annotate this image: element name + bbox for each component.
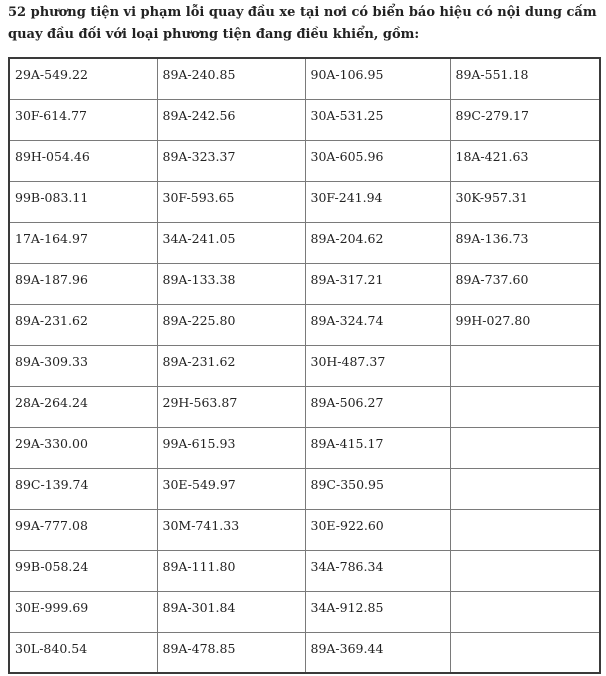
plate-cell bbox=[9, 100, 157, 141]
plate-cell bbox=[450, 223, 600, 264]
plate-cell bbox=[9, 305, 157, 346]
plate-number: 99A-777.08 bbox=[15, 518, 88, 533]
plate-cell bbox=[9, 387, 157, 428]
plate-cell bbox=[305, 346, 450, 387]
plate-number: 30M-741.33 bbox=[162, 518, 240, 533]
plate-number bbox=[456, 387, 600, 396]
plate-number: 30H-487.37 bbox=[310, 354, 386, 369]
plate-cell bbox=[157, 100, 305, 141]
plate-number: 34A-241.05 bbox=[162, 231, 236, 246]
plate-number: 89H-054.46 bbox=[15, 149, 90, 164]
table-row bbox=[9, 100, 600, 141]
plate-number: 89A-317.21 bbox=[310, 272, 384, 287]
plate-number: 89A-111.80 bbox=[162, 559, 236, 574]
plate-cell bbox=[450, 510, 600, 551]
plate-cell bbox=[450, 264, 600, 305]
plate-cell bbox=[9, 58, 157, 100]
plate-cell bbox=[157, 633, 305, 674]
table-row bbox=[9, 264, 600, 305]
plate-cell bbox=[305, 100, 450, 141]
plate-number: 28A-264.24 bbox=[15, 395, 88, 410]
plate-number: 34A-786.34 bbox=[310, 559, 384, 574]
plate-number bbox=[456, 428, 600, 437]
plate-cell bbox=[157, 182, 305, 223]
plate-number: 89A-240.85 bbox=[162, 67, 236, 82]
plate-number: 89C-350.95 bbox=[310, 477, 384, 492]
plate-number: 89A-324.74 bbox=[310, 313, 384, 328]
plate-number: 89C-279.17 bbox=[455, 108, 529, 123]
plate-cell bbox=[305, 58, 450, 100]
table-row bbox=[9, 510, 600, 551]
plate-cell bbox=[157, 223, 305, 264]
plate-number bbox=[456, 510, 600, 519]
plate-cell bbox=[305, 387, 450, 428]
plate-cell bbox=[9, 346, 157, 387]
plate-cell bbox=[157, 469, 305, 510]
plate-cell bbox=[157, 58, 305, 100]
plate-number: 89A-187.96 bbox=[15, 272, 88, 287]
table-row bbox=[9, 346, 600, 387]
plate-cell bbox=[9, 551, 157, 592]
plate-number: 89A-204.62 bbox=[310, 231, 384, 246]
plate-cell bbox=[450, 387, 600, 428]
plate-cell bbox=[450, 58, 600, 100]
intro-paragraph: 52 phương tiện vi phạm lỗi quay đầu xe tại nơi có biển báo hiệu có nội dung cấm quay đầu đối với loại phương tiện đang điều khiển, gồm: bbox=[8, 5, 597, 42]
plate-number: 30L-840.54 bbox=[15, 641, 88, 656]
plate-number: 89A-737.60 bbox=[455, 272, 529, 287]
plate-cell bbox=[305, 305, 450, 346]
table-row bbox=[9, 469, 600, 510]
plate-cell bbox=[450, 469, 600, 510]
plate-number: 30A-605.96 bbox=[310, 149, 384, 164]
plate-number bbox=[456, 551, 600, 560]
plate-number: 99A-615.93 bbox=[162, 436, 236, 451]
plate-cell bbox=[9, 469, 157, 510]
plate-number: 89A-551.18 bbox=[455, 67, 529, 82]
plate-cell bbox=[157, 428, 305, 469]
plate-cell bbox=[450, 633, 600, 674]
plate-cell bbox=[157, 551, 305, 592]
plate-cell bbox=[305, 428, 450, 469]
plate-number bbox=[456, 469, 600, 478]
plate-cell bbox=[9, 264, 157, 305]
plate-cell bbox=[9, 592, 157, 633]
plate-number: 30F-614.77 bbox=[15, 108, 87, 123]
plate-number: 29H-563.87 bbox=[162, 395, 238, 410]
plate-cell bbox=[9, 141, 157, 182]
plate-cell bbox=[157, 141, 305, 182]
plate-number bbox=[456, 592, 600, 601]
table-row bbox=[9, 182, 600, 223]
plate-cell bbox=[305, 223, 450, 264]
plate-number: 29A-330.00 bbox=[15, 436, 88, 451]
plate-number: 30F-593.65 bbox=[162, 190, 235, 205]
plate-number: 34A-912.85 bbox=[310, 600, 384, 615]
plate-number: 89A-231.62 bbox=[162, 354, 236, 369]
plate-number: 89A-136.73 bbox=[455, 231, 529, 246]
plate-number: 18A-421.63 bbox=[455, 149, 529, 164]
plate-number: 99B-083.11 bbox=[15, 190, 89, 205]
plate-cell bbox=[9, 223, 157, 264]
table-row bbox=[9, 305, 600, 346]
plate-number bbox=[456, 346, 600, 355]
plate-number: 99H-027.80 bbox=[455, 313, 531, 328]
plate-number: 89A-369.44 bbox=[310, 641, 384, 656]
plate-number: 17A-164.97 bbox=[15, 231, 88, 246]
table-row bbox=[9, 223, 600, 264]
plate-cell bbox=[305, 633, 450, 674]
plate-cell bbox=[305, 141, 450, 182]
plate-cell bbox=[450, 592, 600, 633]
plate-number: 89A-231.62 bbox=[15, 313, 88, 328]
plate-cell bbox=[157, 387, 305, 428]
plate-number: 30E-922.60 bbox=[310, 518, 384, 533]
plate-cell bbox=[450, 346, 600, 387]
plate-cell bbox=[305, 551, 450, 592]
plate-number: 30E-999.69 bbox=[15, 600, 89, 615]
plate-number: 99B-058.24 bbox=[15, 559, 89, 574]
plate-cell bbox=[450, 551, 600, 592]
plate-number: 89A-415.17 bbox=[310, 436, 384, 451]
plate-cell bbox=[450, 182, 600, 223]
table-row bbox=[9, 58, 600, 100]
plate-number: 30E-549.97 bbox=[162, 477, 236, 492]
plate-cell bbox=[157, 510, 305, 551]
plate-number bbox=[456, 633, 600, 642]
plate-cell bbox=[9, 182, 157, 223]
plate-cell bbox=[450, 428, 600, 469]
plate-cell bbox=[157, 346, 305, 387]
plate-number: 89A-478.85 bbox=[162, 641, 236, 656]
plate-number: 89A-301.84 bbox=[162, 600, 236, 615]
plate-number: 29A-549.22 bbox=[15, 67, 88, 82]
plate-number: 90A-106.95 bbox=[310, 67, 384, 82]
plate-cell bbox=[450, 100, 600, 141]
plate-cell bbox=[450, 305, 600, 346]
table-row bbox=[9, 551, 600, 592]
plate-cell bbox=[9, 633, 157, 674]
plate-number: 89A-225.80 bbox=[162, 313, 236, 328]
plate-cell bbox=[157, 264, 305, 305]
license-plate-table bbox=[8, 57, 601, 674]
plate-number: 89A-242.56 bbox=[162, 108, 236, 123]
plate-cell bbox=[157, 305, 305, 346]
plate-table-body bbox=[9, 58, 600, 673]
plate-cell bbox=[9, 428, 157, 469]
table-row bbox=[9, 428, 600, 469]
plate-number: 89A-309.33 bbox=[15, 354, 88, 369]
plate-number: 30A-531.25 bbox=[310, 108, 384, 123]
plate-cell bbox=[305, 592, 450, 633]
plate-cell bbox=[305, 469, 450, 510]
plate-cell bbox=[305, 510, 450, 551]
plate-cell bbox=[157, 592, 305, 633]
table-row bbox=[9, 633, 600, 674]
plate-number: 89A-506.27 bbox=[310, 395, 384, 410]
plate-number: 89C-139.74 bbox=[15, 477, 89, 492]
plate-number: 30K-957.31 bbox=[455, 190, 528, 205]
table-row bbox=[9, 387, 600, 428]
plate-number: 30F-241.94 bbox=[310, 190, 383, 205]
plate-number: 89A-323.37 bbox=[162, 149, 236, 164]
plate-cell bbox=[450, 141, 600, 182]
plate-number: 89A-133.38 bbox=[162, 272, 236, 287]
plate-cell bbox=[9, 510, 157, 551]
plate-cell bbox=[305, 264, 450, 305]
plate-cell bbox=[305, 182, 450, 223]
table-row bbox=[9, 592, 600, 633]
table-row bbox=[9, 141, 600, 182]
